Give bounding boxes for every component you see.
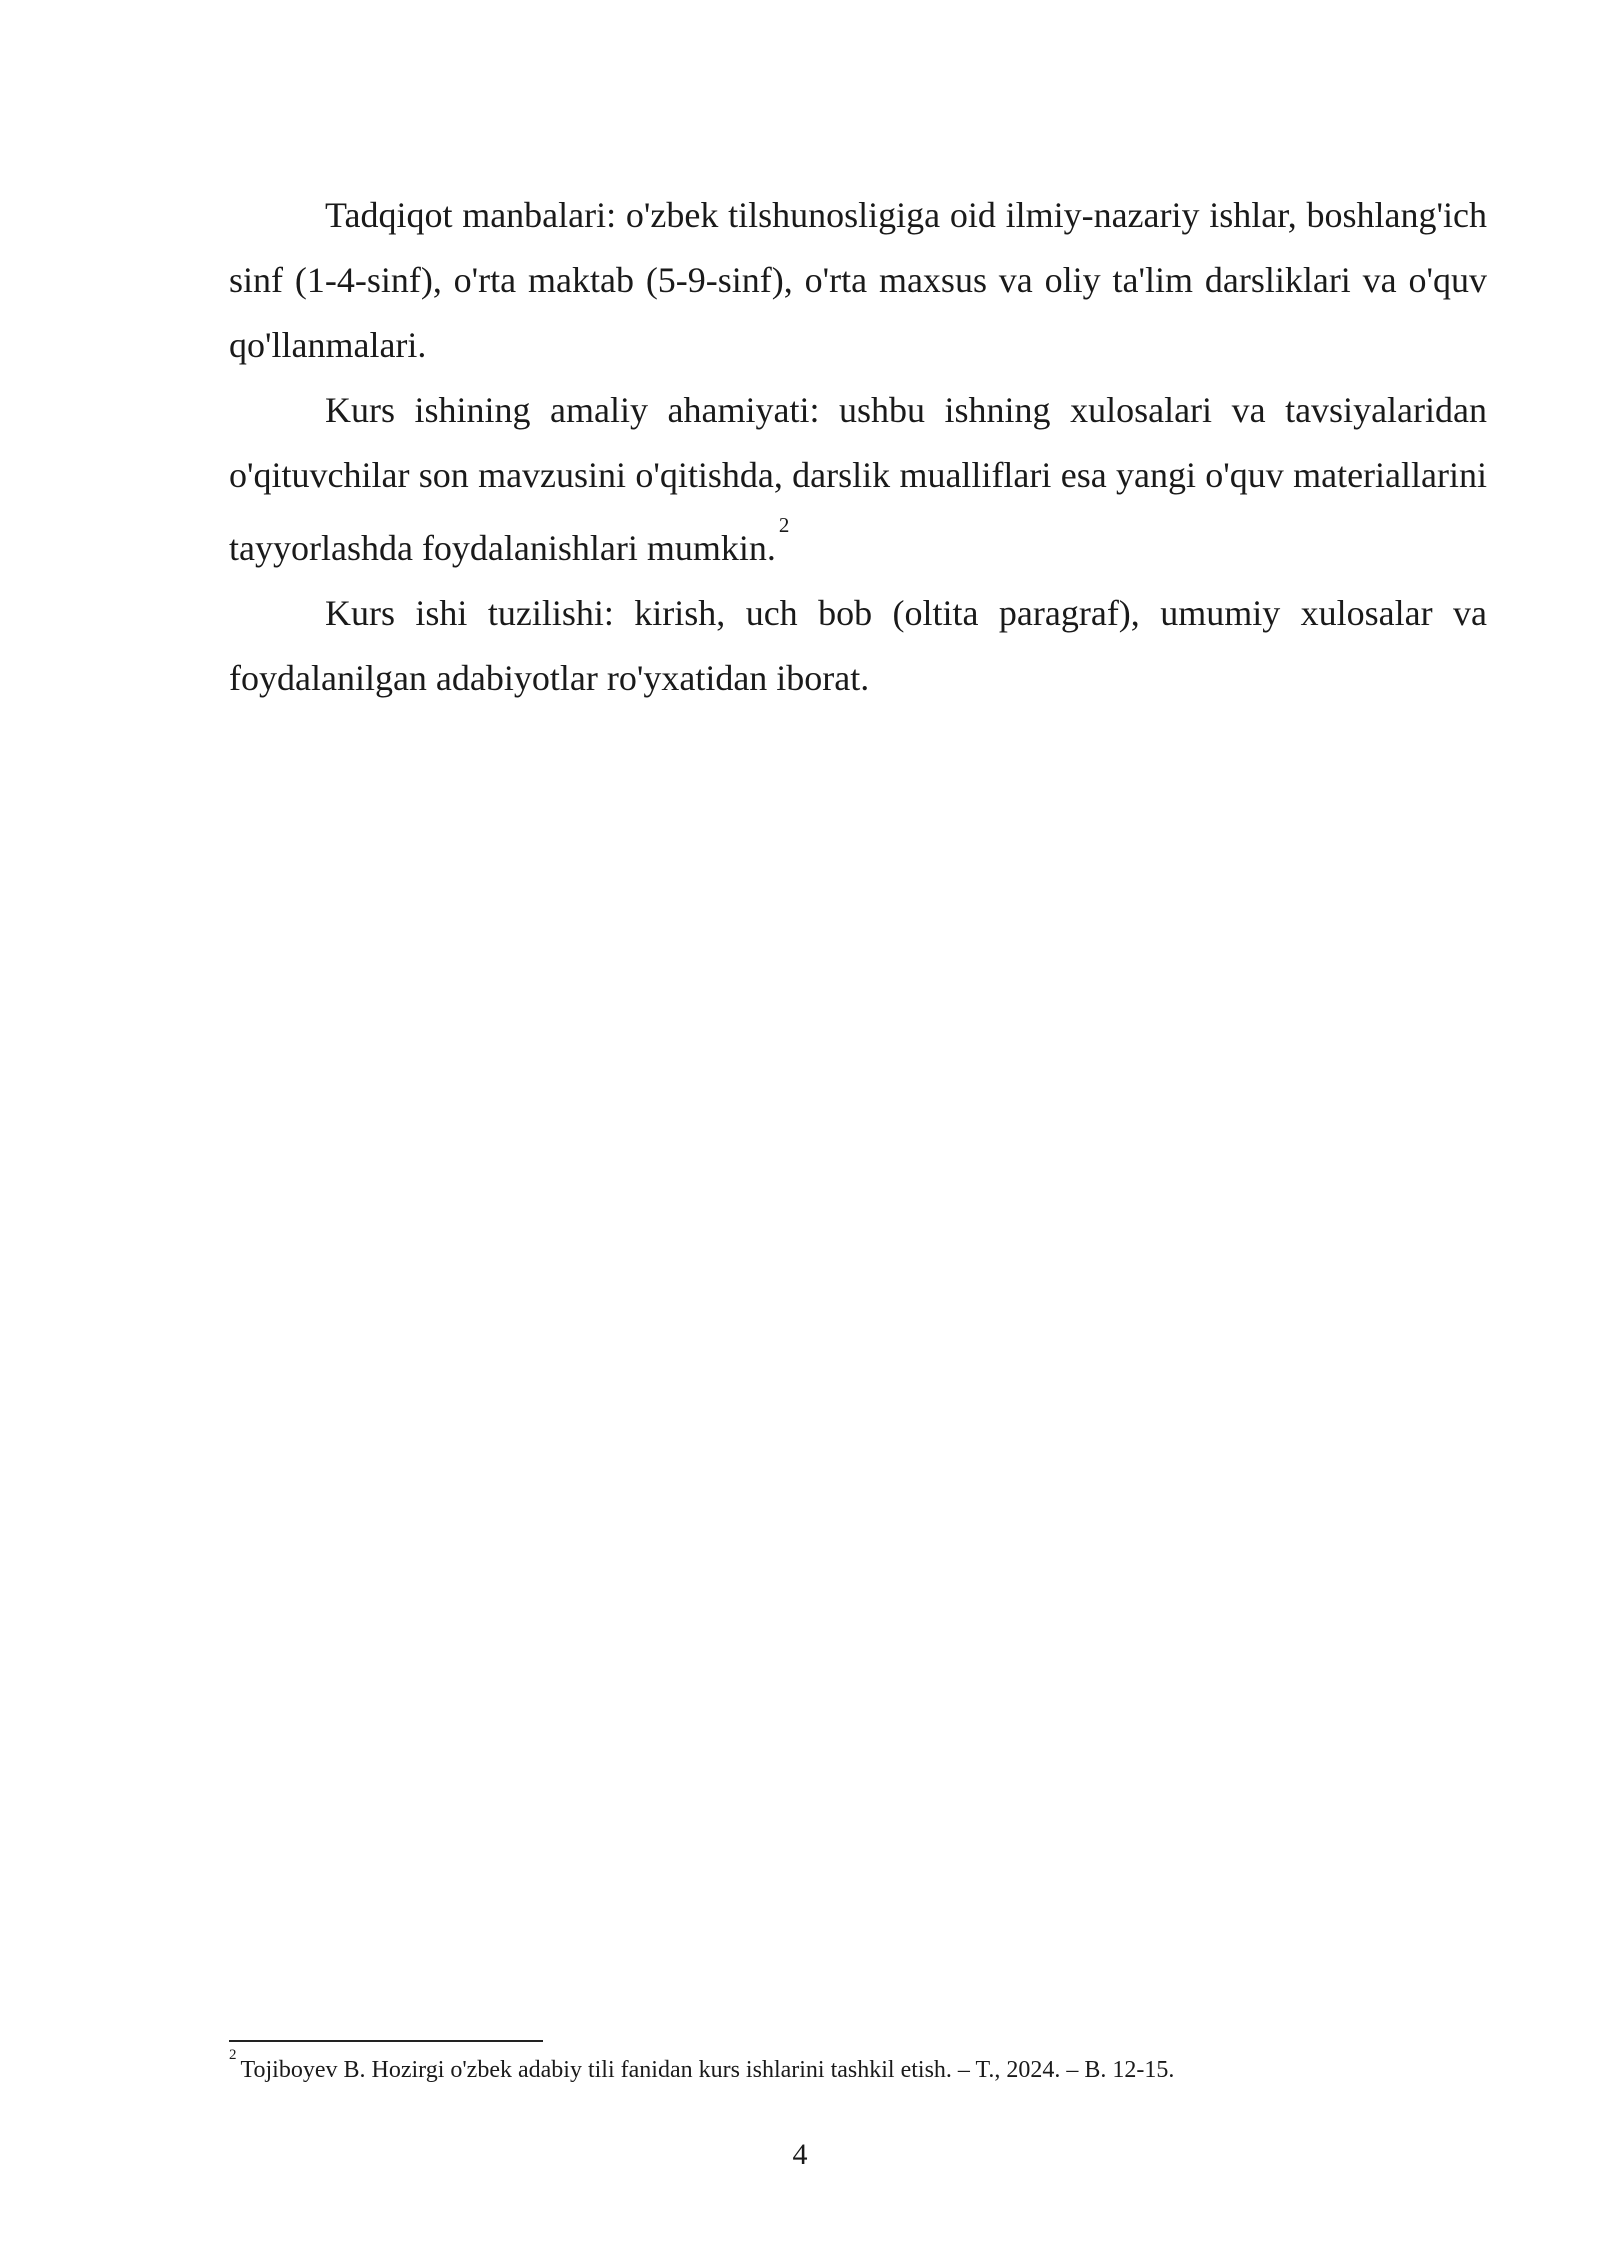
footnote-separator [229,2040,543,2042]
footnote [229,2047,1487,2087]
footnote-number: 2 [229,2047,237,2063]
paragraph-research-sources [229,183,1487,378]
paragraph-text: Tadqiqot manbalari: o'zbek tilshunosligiga oid ilmiy-nazariy ishlar, boshlang'ich sinf (1-4-sinf), o'rta maktab (5-9-sinf), o'rta maxsus va oliy ta'lim darsliklari va o'quv qo'llanmalari. [229,195,1487,365]
paragraph-text: Kurs ishi tuzilishi: kirish, uch bob (oltita paragraf), umumiy xulosalar va foydalanilgan adabiyotlar ro'yxatidan iborat. [229,593,1487,698]
footnote-text: Tojiboyev B. Hozirgi o'zbek adabiy tili fanidan kurs ishlarini tashkil etish. – T., 2024. – B. 12-15. [240,2057,1175,2083]
footnote-reference[interactable]: 2 [778,513,790,537]
paragraph-work-structure [229,581,1487,711]
paragraph-text: Kurs ishining amaliy ahamiyati: ushbu ishning xulosalari va tavsiyalaridan o'qituvchilar son mavzusini o'qitishda, darslik mualliflari esa yangi o'quv materiallarini tayyorlashda foydalanishlari mumkin. [229,390,1487,568]
paragraph-practical-significance [229,378,1487,581]
page-number: 4 [792,2138,808,2171]
body-text [229,183,1487,711]
